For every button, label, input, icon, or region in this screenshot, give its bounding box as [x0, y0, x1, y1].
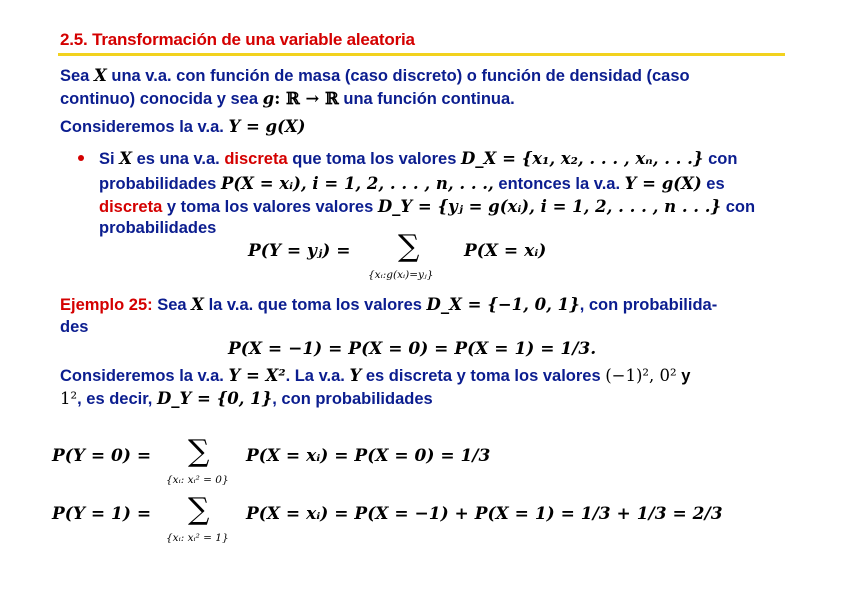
summation-icon: ∑: [188, 434, 210, 469]
math-variable: Y: [349, 366, 362, 385]
example-label: Ejemplo 25:: [60, 296, 153, 314]
math-variable: X: [119, 149, 132, 168]
example-text: , es decir,: [77, 390, 153, 408]
summation-subscript: {xᵢ: xᵢ² = 0}: [166, 474, 229, 486]
math-variable: X: [191, 295, 204, 314]
bullet-line-4: [99, 217, 789, 240]
example-line-3: [60, 364, 785, 388]
example-text: des: [60, 318, 89, 336]
math-variable: X: [93, 66, 107, 85]
bullet-text: es: [706, 175, 725, 193]
intro-text: una función continua.: [343, 90, 515, 108]
math-expression: D_X = {x₁, x₂, . . . , xₙ, . . .}: [460, 149, 704, 168]
math-expression: Y = g(X): [624, 174, 702, 193]
intro-line-1: [60, 64, 785, 88]
bullet-text: probabilidades: [99, 175, 217, 193]
summation-icon: ∑: [188, 492, 210, 527]
example-equation: P(X = −1) = P(X = 0) = P(X = 1) = 1/3.: [228, 339, 597, 359]
example-text: Consideremos la v.a.: [60, 367, 224, 385]
bullet-text: es una v.a.: [136, 150, 220, 168]
math-expression: D_Y = {0, 1}: [156, 389, 273, 408]
math-expression: (−1)², 0²: [605, 366, 677, 385]
bullet-text: con: [708, 150, 738, 168]
bullet-text: probabilidades: [99, 219, 217, 237]
example-text: la v.a. que toma los valores: [208, 296, 422, 314]
math-variable: g: [262, 89, 275, 108]
bullet-text: entonces la v.a.: [498, 175, 621, 193]
equation-right: P(X = xᵢ): [464, 241, 547, 261]
intro-text: Consideremos la v.a.: [60, 118, 224, 136]
intro-line-3: [60, 115, 785, 139]
bullet-text: Si: [99, 150, 115, 168]
math-expression: D_X = {−1, 0, 1}: [426, 295, 580, 314]
example-line-4: [60, 387, 785, 411]
example-text: , con probabilida-: [579, 296, 718, 314]
title-underline: [58, 53, 785, 56]
final-eq-1-left: P(Y = 0) =: [52, 446, 152, 466]
final-eq-2-left: P(Y = 1) =: [52, 504, 152, 524]
highlight-text: discreta: [224, 150, 288, 168]
math-expression: Y = X²: [228, 366, 286, 385]
summation-icon: ∑: [398, 229, 420, 264]
example-text: Sea: [157, 296, 187, 314]
math-expression: Y = g(X): [228, 117, 306, 136]
bullet-line-2: [99, 172, 789, 196]
intro-text: una v.a. con función de masa (caso discreto) o función de densidad (caso: [111, 67, 690, 85]
bullet-text: que toma los valores: [292, 150, 457, 168]
intro-line-2: [60, 87, 785, 111]
section-title: 2.5. Transformación de una variable aleatoria: [60, 30, 415, 49]
example-line-1: [60, 293, 785, 317]
example-text: . La v.a.: [285, 367, 345, 385]
bullet-text: y toma los valores valores: [166, 198, 374, 216]
bullet-text: con: [725, 198, 756, 216]
math-expression: : ℝ → ℝ: [274, 89, 339, 108]
math-expression: D_Y = {yⱼ = g(xᵢ), i = 1, 2, . . . , n . . .}: [377, 197, 722, 216]
math-expression: 1²: [60, 389, 78, 408]
example-text: , con probabilidades: [272, 390, 433, 408]
summation-subscript: {xᵢ: xᵢ² = 1}: [166, 532, 229, 544]
example-line-2: [60, 316, 785, 339]
intro-text: continuo) conocida y sea: [60, 90, 259, 108]
final-eq-2-right: P(X = xᵢ) = P(X = −1) + P(X = 1) = 1/3 + 1/3 = 2/3: [246, 504, 723, 524]
summation-subscript: {xᵢ:g(xᵢ)=yⱼ}: [368, 269, 434, 281]
bullet-line-3: [99, 195, 789, 219]
example-text: es discreta y toma los valores: [365, 367, 601, 385]
math-expression: P(X = xᵢ), i = 1, 2, . . . , n, . . .,: [220, 174, 494, 193]
final-eq-1-right: P(X = xᵢ) = P(X = 0) = 1/3: [246, 446, 491, 466]
intro-text: Sea: [60, 67, 90, 85]
example-text: y: [681, 367, 691, 385]
equation-left: P(Y = yⱼ) =: [248, 241, 351, 261]
highlight-text: discreta: [99, 198, 163, 216]
bullet-line-1: [99, 147, 789, 171]
bullet-icon: [78, 155, 84, 161]
